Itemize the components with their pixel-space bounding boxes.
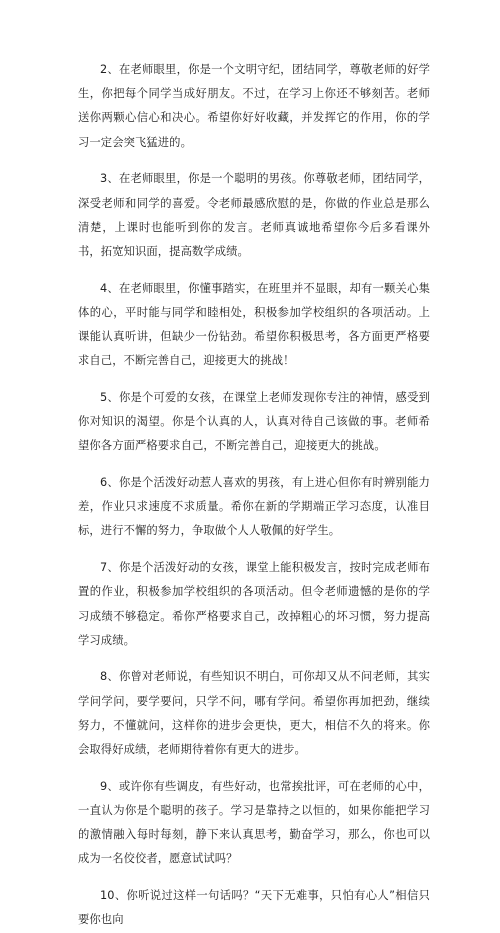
paragraph-6: 6、你是个活泼好动惹人喜欢的男孩，有上进心但你有时辨别能力差，作业只求速度不求质量。希你在新的学期端正学习态度，认准目标，进行不懈的努力，争取做个人人敬佩的好学生。 — [78, 476, 430, 538]
paragraph-2: 2、在老师眼里，你是一个文明守纪，团结同学，尊敬老师的好学生，你把每个同学当成好朋友。不过，在学习上你还不够刻苦。老师送你两颗心信心和决心。希望你好好收藏，并发挥它的作用，你的学习一定会突飞猛进的。 — [78, 63, 430, 149]
paragraph-9: 9、或许你有些调皮，有些好动，也常挨批评，可在老师的心中，一直认为你是个聪明的孩子。学习是靠持之以恒的，如果你能把学习的激情融入每时每刻，静下来认真思考，勤奋学习，那么，你也可以成为一名佼佼者，愿意试试吗？ — [78, 779, 430, 866]
paragraph-8: 8、你曾对老师说，有些知识不明白，可你却又从不问老师，其实学问学问，要学要问，只学不问，哪有学问。希望你再加把劲，继续努力，不懂就问，这样你的进步会更快，更大，相信不久的将来。你会取得好成绩，老师期待着你有更大的进步。 — [78, 670, 430, 757]
paragraph-5: 5、你是个可爱的女孩，在课堂上老师发现你专注的神情，感受到你对知识的渴望。你是个认真的人，认真对待自己该做的事。老师希望你各方面严格要求自己，不断完善自己，迎接更大的挑战。 — [78, 390, 430, 453]
paragraph-3: 3、在老师眼里，你是一个聪明的男孩。你尊敬老师，团结同学，深受老师和同学的喜爱。令老师最感欣慰的是，你做的作业总是那么清楚，上课时也能听到你的发言。老师真诚地希望你今后多看课外书，拓宽知识面，提高数学成绩。 — [78, 172, 430, 258]
paragraph-10: 10、你听说过这样一句话吗？“天下无难事，只怕有心人”相信只要你也向 — [78, 889, 430, 927]
paragraph-7: 7、你是个活泼好动的女孩，课堂上能积极发言，按时完成老师布置的作业，积极参加学校组织的各项活动。但令老师遗憾的是你的学习成绩不够稳定。希你严格要求自己，改掉粗心的坏习惯，努力提高学习成绩。 — [78, 561, 430, 647]
paragraph-4: 4、在老师眼里，你懂事踏实，在班里并不显眼，却有一颗关心集体的心，平时能与同学和睦相处，积极参加学校组织的各项活动。上课能认真听讲，但缺少一份钻劲。希望你积极思考，各方面更严格要求自己，不断完善自己，迎接更大的挑战！ — [78, 281, 430, 368]
